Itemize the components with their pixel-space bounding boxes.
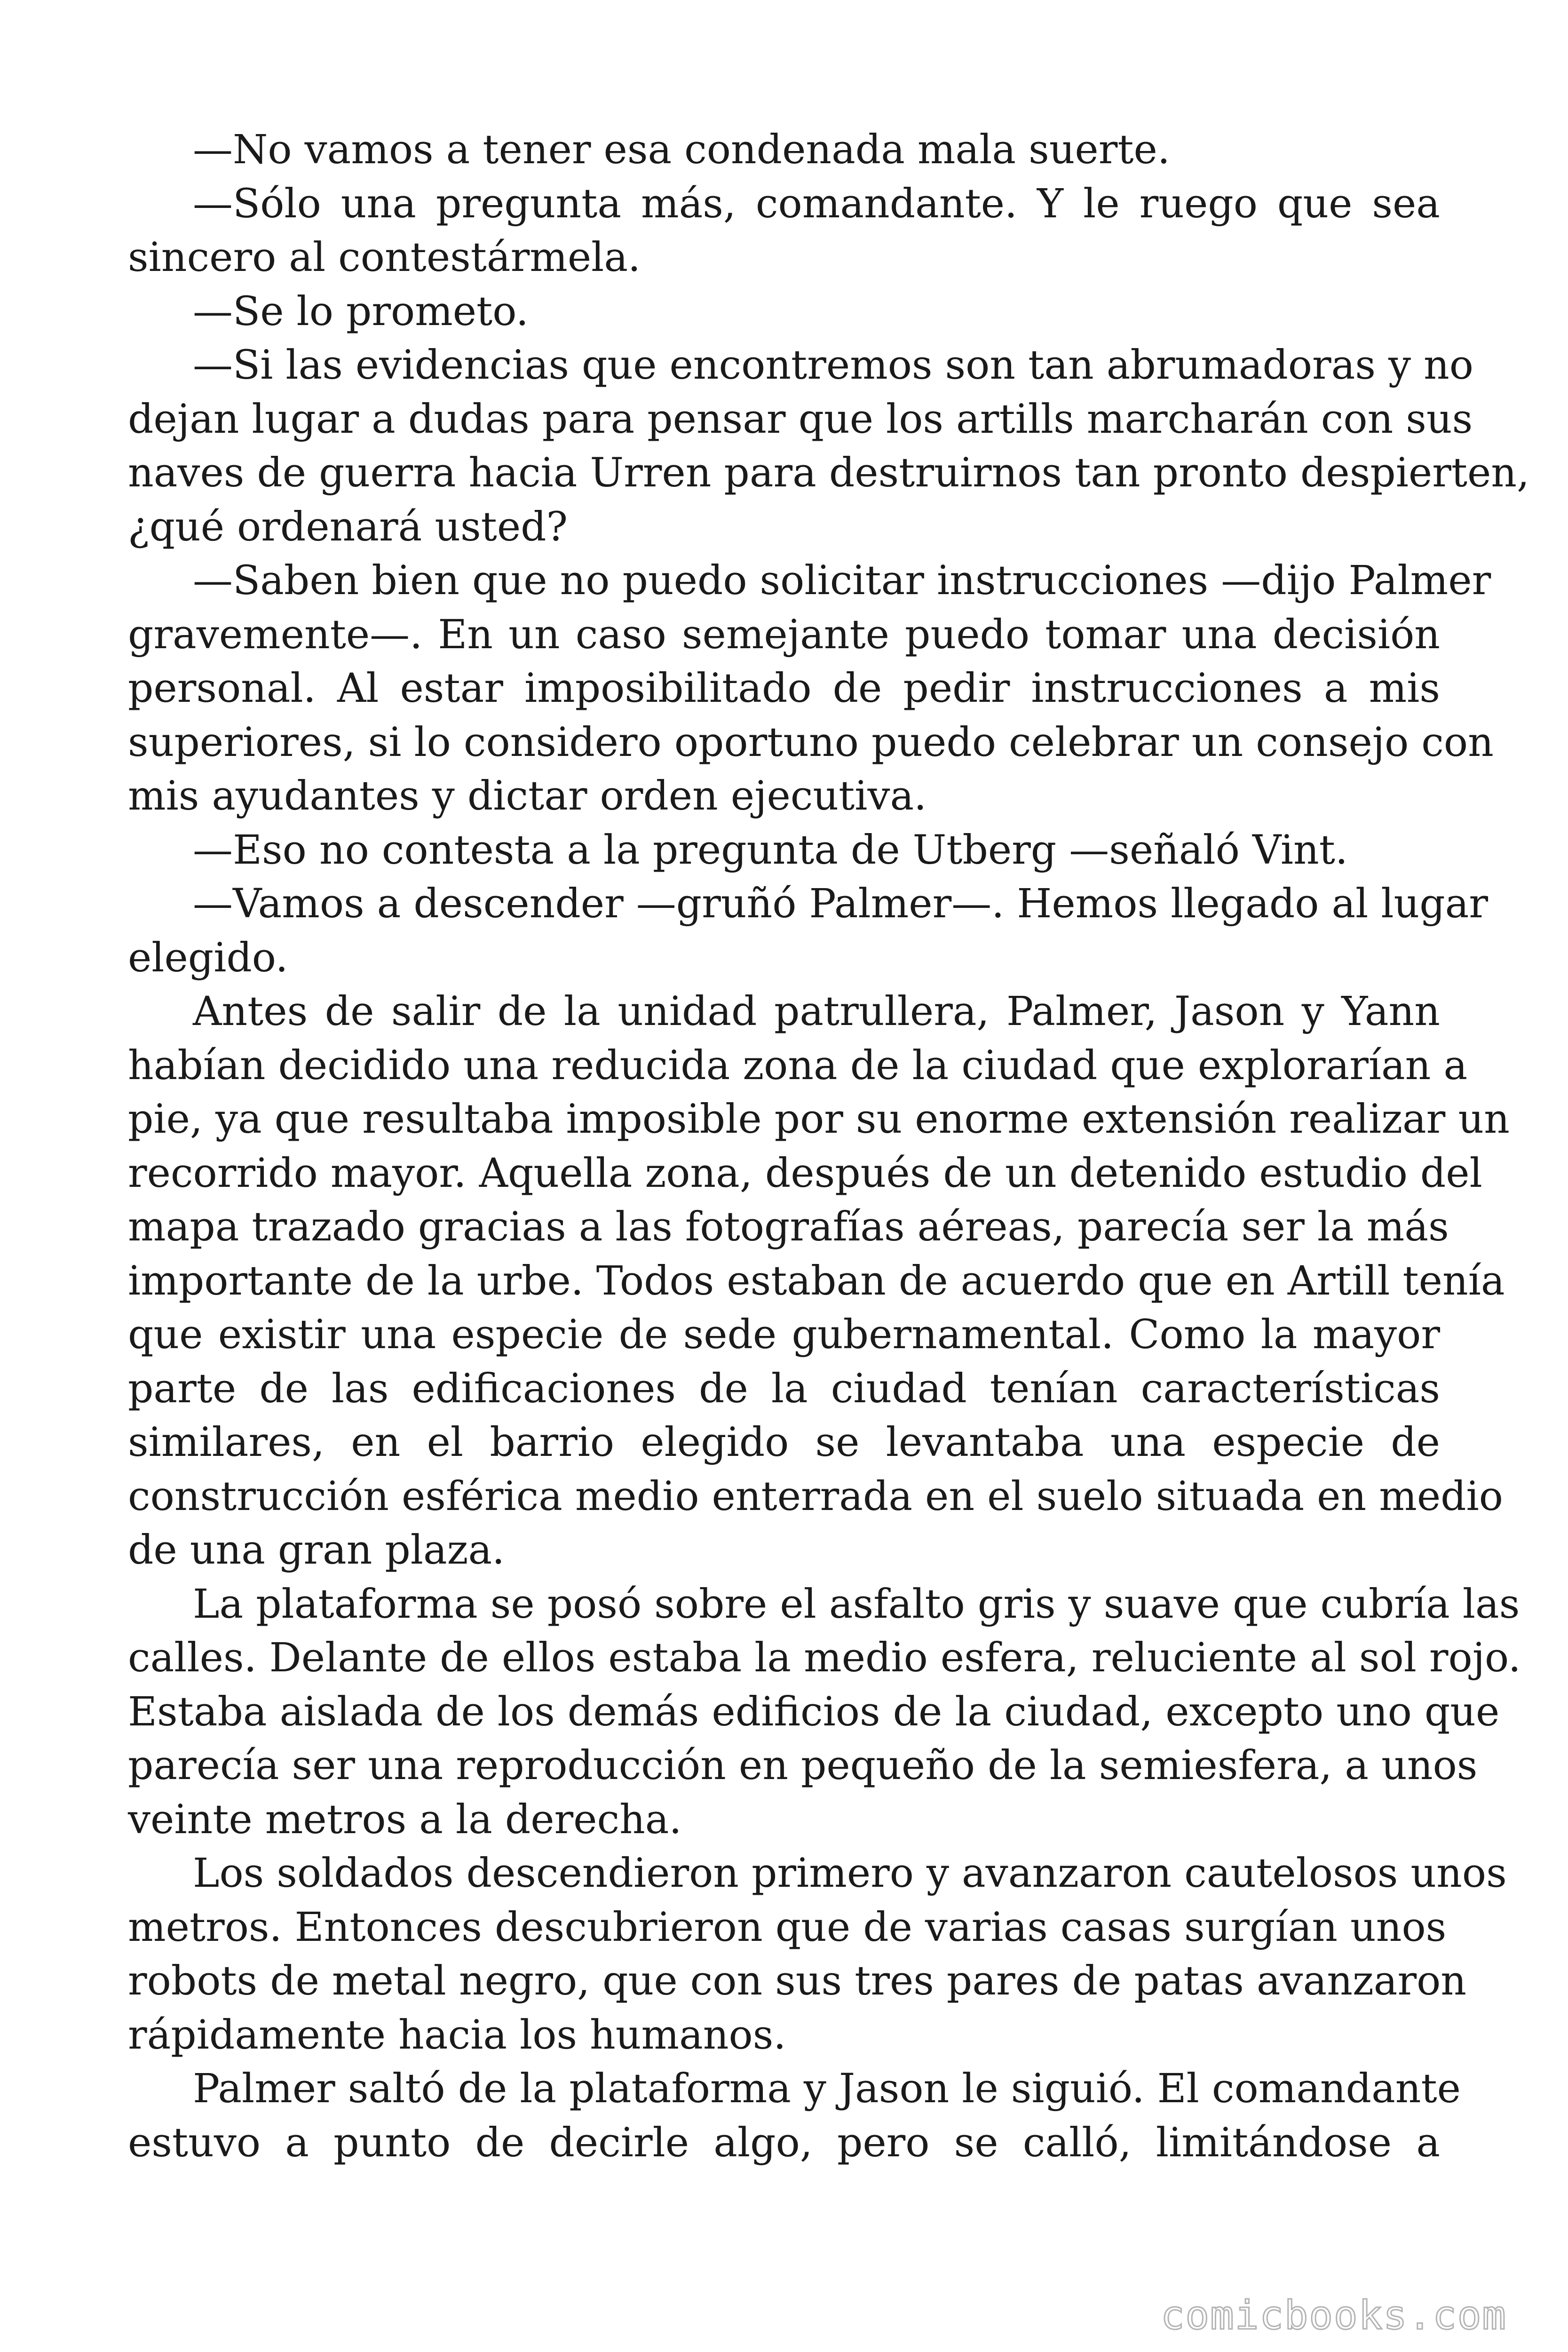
text-line: estuvo a punto de decirle algo, pero se calló, limitándose a bbox=[128, 2119, 1440, 2166]
text-line: rápidamente hacia los humanos. bbox=[128, 2011, 786, 2058]
text-line: similares, en el barrio elegido se levantaba una especie de bbox=[128, 1419, 1440, 1466]
text-line: mapa trazado gracias a las fotografías aéreas, parecía ser la más bbox=[128, 1204, 1449, 1250]
text-line: de una gran plaza. bbox=[128, 1527, 505, 1573]
text-line: metros. Entonces descubrieron que de varias casas surgían unos bbox=[128, 1904, 1447, 1951]
text-line: parte de las edificaciones de la ciudad tenían características bbox=[128, 1365, 1440, 1412]
text-line: dejan lugar a dudas para pensar que los artills marcharán con sus bbox=[128, 396, 1473, 443]
watermark-logo: comicbooks.com bbox=[1160, 2292, 1507, 2338]
text-line: importante de la urbe. Todos estaban de acuerdo que en Artill tenía bbox=[128, 1257, 1505, 1304]
text-line: —Si las evidencias que encontremos son tan abrumadoras y no bbox=[193, 342, 1473, 389]
text-line: ¿qué ordenará usted? bbox=[128, 503, 568, 550]
text-line: habían decidido una reducida zona de la ciudad que explorarían a bbox=[128, 1042, 1468, 1089]
text-line: recorrido mayor. Aquella zona, después de un detenido estudio del bbox=[128, 1150, 1482, 1197]
text-line: naves de guerra hacia Urren para destruirnos tan pronto despierten, bbox=[128, 450, 1530, 496]
text-line: gravemente—. En un caso semejante puedo tomar una decisión bbox=[128, 611, 1440, 658]
text-line: Palmer saltó de la plataforma y Jason le siguió. El comandante bbox=[193, 2066, 1461, 2112]
text-line: —Se lo prometo. bbox=[193, 288, 529, 335]
text-line: mis ayudantes y dictar orden ejecutiva. bbox=[128, 773, 927, 819]
text-line: Los soldados descendieron primero y avanzaron cautelosos unos bbox=[193, 1850, 1507, 1897]
text-line: Estaba aislada de los demás edificios de la ciudad, excepto uno que bbox=[128, 1688, 1500, 1735]
text-line: superiores, si lo considero oportuno puedo celebrar un consejo con bbox=[128, 719, 1494, 766]
text-line: calles. Delante de ellos estaba la medio esfera, reluciente al sol rojo. bbox=[128, 1635, 1521, 1681]
text-line: Antes de salir de la unidad patrullera, Palmer, Jason y Yann bbox=[193, 988, 1440, 1035]
text-line: —No vamos a tener esa condenada mala suerte. bbox=[193, 127, 1170, 173]
text-line: —Sólo una pregunta más, comandante. Y le ruego que sea bbox=[193, 180, 1440, 227]
text-line: que existir una especie de sede gubernamental. Como la mayor bbox=[128, 1311, 1440, 1358]
text-line: construcción esférica medio enterrada en el suelo situada en medio bbox=[128, 1473, 1503, 1520]
text-line: La plataforma se posó sobre el asfalto gris y suave que cubría las bbox=[193, 1581, 1520, 1628]
text-line: elegido. bbox=[128, 934, 288, 981]
page-body-text bbox=[128, 123, 1530, 2170]
text-line: robots de metal negro, que con sus tres pares de patas avanzaron bbox=[128, 1958, 1467, 2004]
text-line: pie, ya que resultaba imposible por su enorme extensión realizar un bbox=[128, 1096, 1510, 1143]
text-line: —Saben bien que no puedo solicitar instrucciones —dijo Palmer bbox=[193, 557, 1491, 604]
text-line: sincero al contestármela. bbox=[128, 234, 641, 281]
text-line: parecía ser una reproducción en pequeño de la semiesfera, a unos bbox=[128, 1742, 1478, 1789]
text-line: —Eso no contesta a la pregunta de Utberg —señaló Vint. bbox=[193, 826, 1348, 874]
text-line: —Vamos a descender —gruñó Palmer—. Hemos llegado al lugar bbox=[193, 881, 1488, 927]
text-line: personal. Al estar imposibilitado de pedir instrucciones a mis bbox=[128, 665, 1440, 712]
text-line: veinte metros a la derecha. bbox=[128, 1796, 682, 1843]
